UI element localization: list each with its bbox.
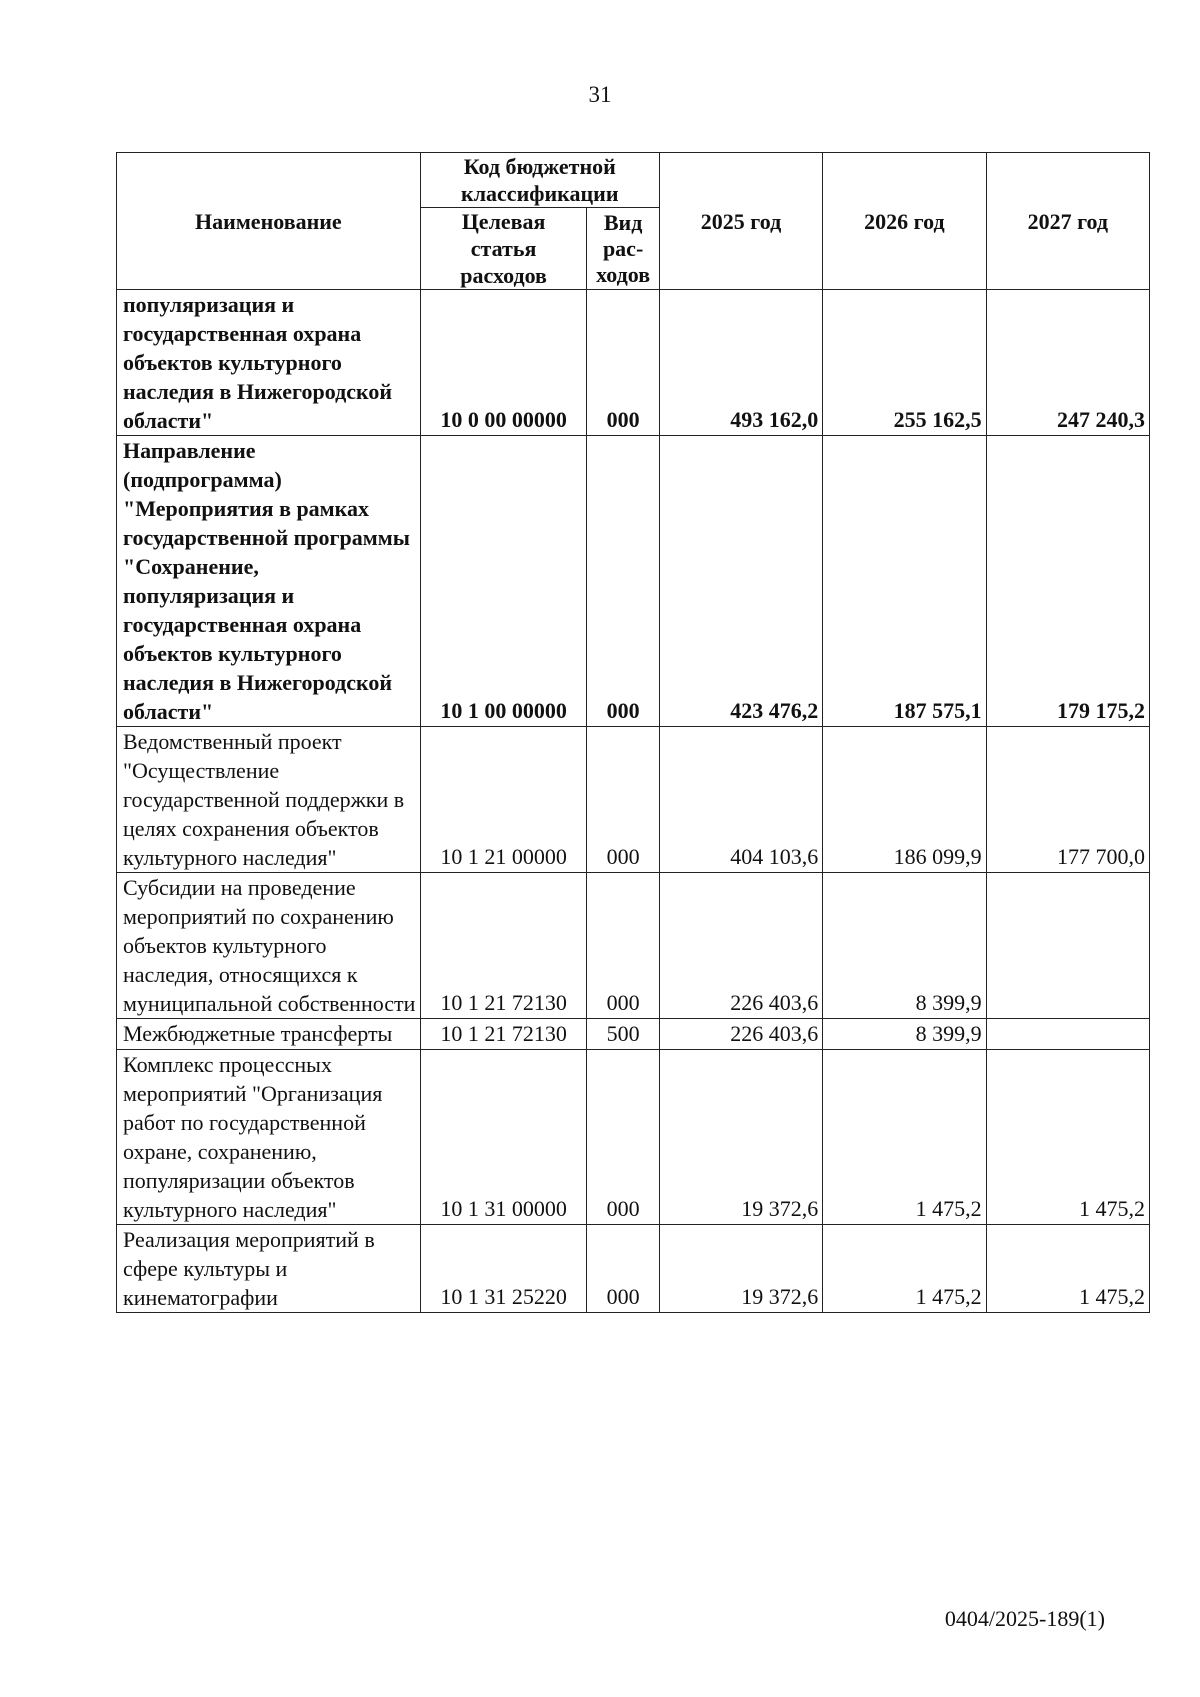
row-target-article-cell: 10 1 00 00000	[420, 436, 587, 727]
row-name-cell: Межбюджетные трансферты	[117, 1019, 421, 1050]
row-target-article-cell: 10 1 21 00000	[420, 727, 587, 873]
header-2026: 2026 год	[823, 153, 986, 290]
row-target-article-cell: 10 0 00 00000	[420, 290, 587, 436]
header-target-article: Целевая статья расходов	[420, 208, 587, 290]
row-2026-cell: 8 399,9	[823, 873, 986, 1019]
row-2025-cell: 19 372,6	[659, 1225, 822, 1313]
row-2025-cell: 404 103,6	[659, 727, 822, 873]
table-row	[117, 290, 1150, 436]
row-name-cell: Реализация мероприятий в сфере культуры и кинематографии	[117, 1225, 421, 1313]
row-expense-type-cell: 000	[587, 727, 659, 873]
row-2027-cell: 179 175,2	[986, 436, 1149, 727]
budget-table-container	[116, 152, 1150, 1313]
row-name-cell: Направление (подпрограмма) "Мероприятия в рамках государственной программы "Сохранение, популяризация и государственная охрана объектов культурного наследия в Нижегородской области"	[117, 436, 421, 727]
header-2025: 2025 год	[659, 153, 822, 290]
table-body	[117, 290, 1150, 1313]
row-name-cell: Субсидии на проведение мероприятий по сохранению объектов культурного наследия, относящихся к муниципальной собственности	[117, 873, 421, 1019]
row-expense-type-cell: 500	[587, 1019, 659, 1050]
row-2025-cell: 226 403,6	[659, 1019, 822, 1050]
table-row	[117, 873, 1150, 1019]
row-target-article-cell: 10 1 31 25220	[420, 1225, 587, 1313]
row-expense-type-cell: 000	[587, 436, 659, 727]
row-name-cell: популяризация и государственная охрана объектов культурного наследия в Нижегородской области"	[117, 290, 421, 436]
row-expense-type-cell: 000	[587, 290, 659, 436]
budget-table	[116, 152, 1150, 1313]
row-2027-cell	[986, 1019, 1149, 1050]
row-2026-cell: 187 575,1	[823, 436, 986, 727]
header-code-group: Код бюджетной классификации	[420, 153, 659, 208]
row-expense-type-cell: 000	[587, 1225, 659, 1313]
row-2026-cell: 8 399,9	[823, 1019, 986, 1050]
table-row	[117, 436, 1150, 727]
row-2026-cell: 1 475,2	[823, 1050, 986, 1225]
header-name: Наименование	[117, 153, 421, 290]
row-2027-cell: 1 475,2	[986, 1050, 1149, 1225]
row-2027-cell: 1 475,2	[986, 1225, 1149, 1313]
row-2025-cell: 423 476,2	[659, 436, 822, 727]
row-name-cell: Ведомственный проект "Осуществление государственной поддержки в целях сохранения объектов культурного наследия"	[117, 727, 421, 873]
row-2027-cell: 247 240,3	[986, 290, 1149, 436]
table-row	[117, 1225, 1150, 1313]
document-id: 0404/2025-189(1)	[944, 1606, 1105, 1631]
row-2026-cell: 186 099,9	[823, 727, 986, 873]
row-2027-cell	[986, 873, 1149, 1019]
row-2025-cell: 19 372,6	[659, 1050, 822, 1225]
row-target-article-cell: 10 1 21 72130	[420, 1019, 587, 1050]
header-expense-type: Вид рас-ходов	[587, 208, 659, 290]
row-2026-cell: 255 162,5	[823, 290, 986, 436]
header-2027: 2027 год	[986, 153, 1149, 290]
row-2025-cell: 226 403,6	[659, 873, 822, 1019]
row-target-article-cell: 10 1 31 00000	[420, 1050, 587, 1225]
table-row	[117, 727, 1150, 873]
row-expense-type-cell: 000	[587, 1050, 659, 1225]
table-row	[117, 1050, 1150, 1225]
row-target-article-cell: 10 1 21 72130	[420, 873, 587, 1019]
row-2026-cell: 1 475,2	[823, 1225, 986, 1313]
row-expense-type-cell: 000	[587, 873, 659, 1019]
row-2027-cell: 177 700,0	[986, 727, 1149, 873]
table-row	[117, 1019, 1150, 1050]
row-2025-cell: 493 162,0	[659, 290, 822, 436]
page-number: 31	[588, 82, 612, 107]
row-name-cell: Комплекс процессных мероприятий "Организация работ по государственной охране, сохранению, популяризации объектов культурного наследия"	[117, 1050, 421, 1225]
